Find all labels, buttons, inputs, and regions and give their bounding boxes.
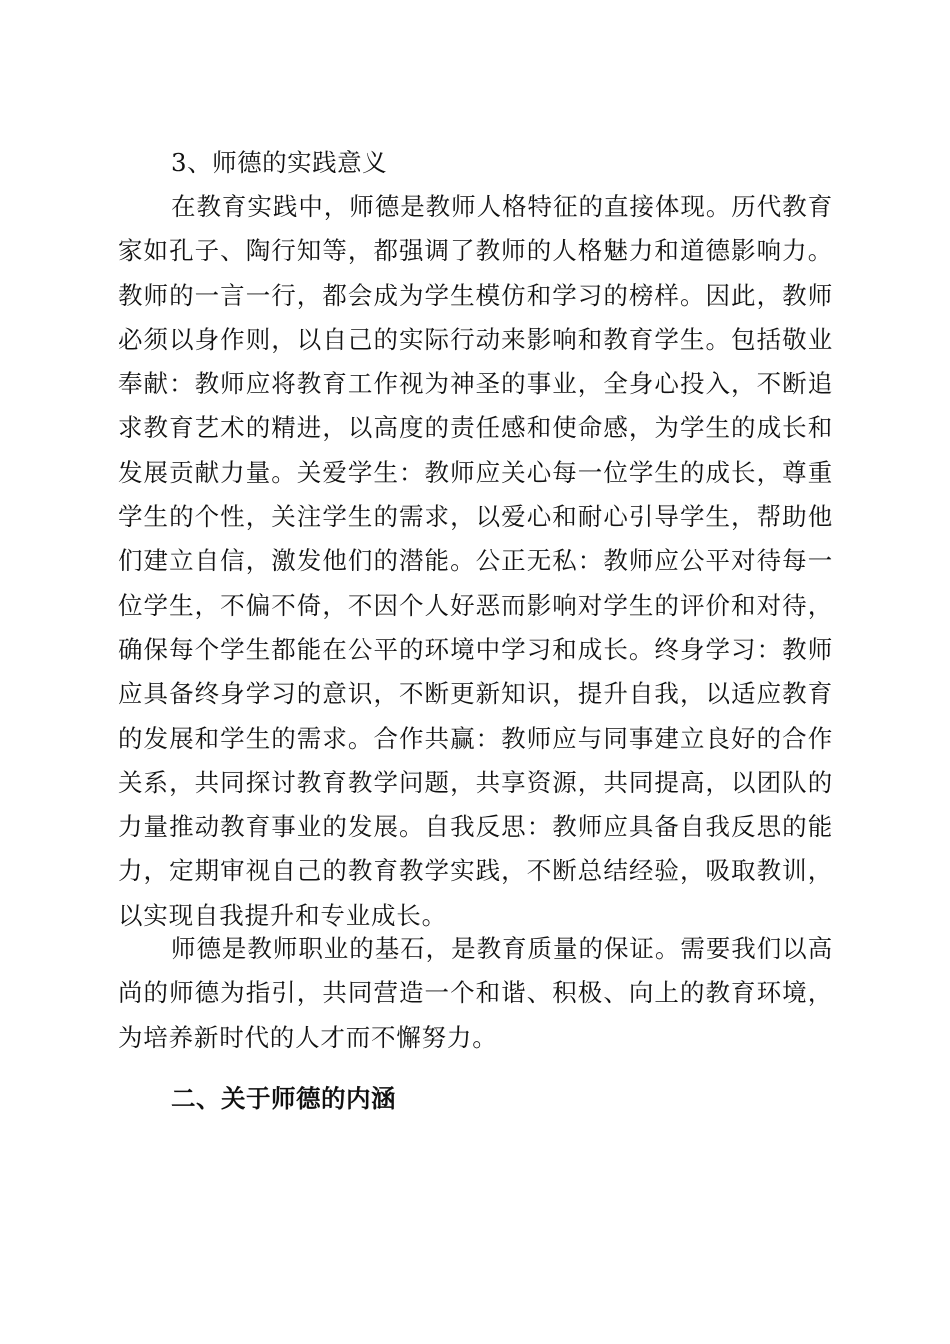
body-paragraph-conclusion: 师德是教师职业的基石，是教育质量的保证。需要我们以高尚的师德为指引，共同营造一个和谐、积极、向上的教育环境，为培养新时代的人才而不懈努力。 — [118, 934, 833, 1052]
subsection-title: 3、师德的实践意义 — [171, 148, 388, 177]
section-heading: 二、关于师德的内涵 — [171, 1084, 396, 1113]
body-paragraph-practice: 在教育实践中，师德是教师人格特征的直接体现。历代教育家如孔子、陶行知等，都强调了教师的人格魅力和道德影响力。教师的一言一行，都会成为学生模仿和学习的榜样。因此，教师必须以身作则，以自己的实际行动来影响和教育学生。包括敬业奉献：教师应将教育工作视为神圣的事业，全身心投入，不断追求教育艺术的精进，以高度的责任感和使命感，为学生的成长和发展贡献力量。关爱学生：教师应关心每一位学生的成长，尊重学生的个性，关注学生的需求，以爱心和耐心引导学生，帮助他们建立自信，激发他们的潜能。公正无私：教师应公平对待每一位学生，不偏不倚，不因个人好恶而影响对学生的评价和对待，确保每个学生都能在公平的环境中学习和成长。终身学习：教师应具备终身学习的意识，不断更新知识，提升自我，以适应教育的发展和学生的需求。合作共赢：教师应与同事建立良好的合作关系，共同探讨教育教学问题，共享资源，共同提高，以团队的力量推动教育事业的发展。自我反思：教师应具备自我反思的能力，定期审视自己的教育教学实践，不断总结经验，吸取教训，以实现自我提升和专业成长。 — [118, 192, 833, 930]
